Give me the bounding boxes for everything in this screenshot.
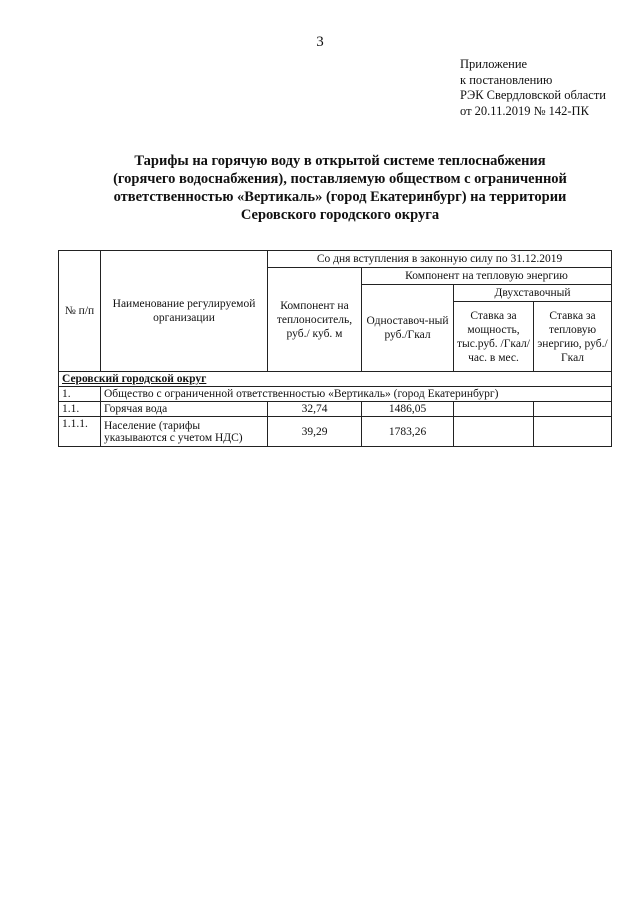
- title-line: Серовского городского округа: [240, 207, 440, 223]
- row-num: 1.1.: [59, 402, 101, 417]
- row-carrier: 39,29: [268, 417, 362, 447]
- section-title: Серовский городской округ: [59, 372, 612, 387]
- header-num: № п/п: [59, 251, 101, 372]
- title-line: (горячего водоснабжения), поставляемую обществом с ограниченной: [113, 171, 567, 187]
- row-energy: [534, 402, 612, 417]
- appendix-line: к постановлению: [460, 72, 553, 87]
- header-heat-component: Компонент на тепловую энергию: [362, 268, 612, 285]
- row-one-rate: 1486,05: [362, 402, 454, 417]
- page-number: 3: [316, 34, 324, 50]
- header-period: Со дня вступления в законную силу по 31.12.2019: [268, 251, 612, 268]
- appendix-line: Приложение: [460, 57, 528, 71]
- appendix-block: [460, 57, 606, 119]
- row-energy: [534, 417, 612, 447]
- row-num: 1.: [59, 387, 101, 402]
- table-row: [59, 417, 612, 447]
- header-two-rate: Двухставочный: [454, 285, 612, 302]
- document-title: [60, 152, 620, 224]
- row-one-rate: 1783,26: [362, 417, 454, 447]
- row-capacity: [454, 402, 534, 417]
- row-name: Общество с ограниченной ответственностью «Вертикаль» (город Екатеринбург): [101, 387, 612, 402]
- table-row: [59, 387, 612, 402]
- table-row: [59, 402, 612, 417]
- header-energy-rate: Ставка за тепловую энергию, руб./Гкал: [534, 302, 612, 372]
- row-carrier: 32,74: [268, 402, 362, 417]
- title-line: Тарифы на горячую воду в открытой системе теплоснабжения: [134, 153, 546, 169]
- row-capacity: [454, 417, 534, 447]
- row-name: Население (тарифы указываются с учетом НДС): [101, 417, 268, 447]
- header-one-rate: Одноставоч-ный руб./Гкал: [362, 285, 454, 372]
- title-line: ответственностью «Вертикаль» (город Екатеринбург) на территории: [113, 189, 567, 205]
- header-capacity-rate: Ставка за мощность, тыс.руб. /Гкал/час. в мес.: [454, 302, 534, 372]
- header-carrier-component: Компонент на теплоноситель, руб./ куб. м: [268, 268, 362, 372]
- tariff-table: [58, 250, 612, 447]
- tariff-table-wrapper: [58, 250, 611, 447]
- appendix-line: от 20.11.2019 № 142-ПК: [460, 103, 589, 118]
- row-num: 1.1.1.: [59, 417, 101, 447]
- row-name: Горячая вода: [101, 402, 268, 417]
- header-org: Наименование регулируемой организации: [101, 251, 268, 372]
- appendix-line: РЭК Свердловской области: [460, 88, 606, 102]
